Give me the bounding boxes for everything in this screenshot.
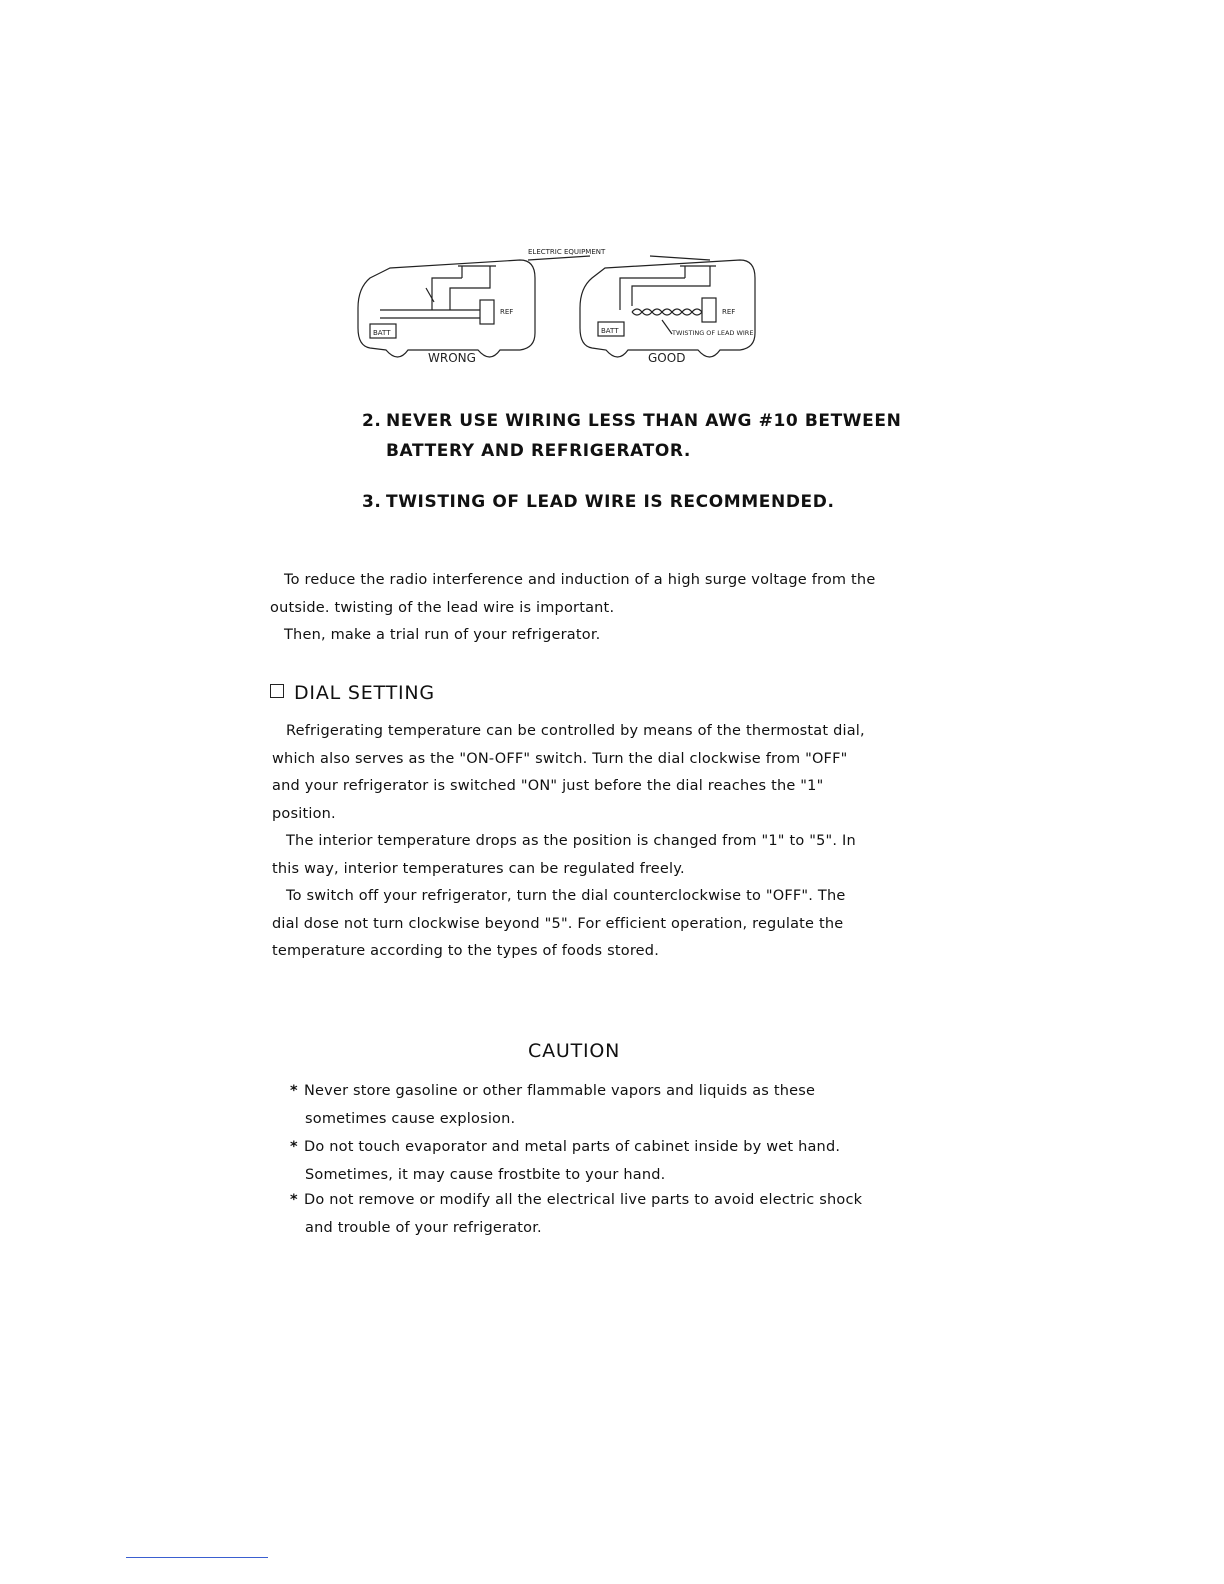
dial-setting-paragraph	[272, 718, 884, 966]
step-2-number: 2.	[362, 411, 382, 431]
step-3	[362, 487, 835, 517]
twisting-label: TWISTING OF LEAD WIRE	[672, 329, 754, 337]
dial-line: which also serves as the "ON-OFF" switch. Turn the dial clockwise from "OFF"	[272, 750, 848, 767]
step-2	[362, 406, 901, 466]
caution-item-line-1: Do not remove or modify all the electrical live parts to avoid electric shock	[304, 1192, 863, 1208]
wrong-batt-label: BATT	[373, 329, 391, 337]
dial-line: this way, interior temperatures can be regulated freely.	[272, 860, 685, 877]
dial-setting-title: DIAL SETTING	[294, 682, 435, 704]
caution-item-line-1: Never store gasoline or other flammable vapors and liquids as these	[304, 1083, 816, 1099]
caution-item	[290, 1187, 880, 1242]
wrong-caption: WRONG	[428, 351, 476, 365]
good-batt-label: BATT	[601, 327, 619, 335]
dial-line: dial dose not turn clockwise beyond "5". For efficient operation, regulate the	[272, 915, 844, 932]
bottom-rule-line	[126, 1557, 268, 1558]
caution-item	[290, 1078, 880, 1133]
caution-item-line-2: sometimes cause explosion.	[305, 1110, 516, 1127]
checkbox-square-icon	[270, 684, 284, 698]
asterisk-icon: *	[290, 1083, 298, 1099]
dial-line: The interior temperature drops as the position is changed from "1" to "5". In	[286, 833, 856, 849]
dial-line: temperature according to the types of foods stored.	[272, 943, 660, 959]
dial-line: Refrigerating temperature can be controlled by means of the thermostat dial,	[286, 723, 865, 739]
wiring-diagram	[350, 238, 770, 378]
dial-setting-heading	[270, 682, 435, 704]
step-3-number: 3.	[362, 492, 382, 512]
dial-line: position.	[272, 805, 336, 822]
step-2-line-2: BATTERY AND REFRIGERATOR.	[386, 441, 691, 461]
caution-item-line-1: Do not touch evaporator and metal parts of cabinet inside by wet hand.	[304, 1139, 841, 1155]
asterisk-icon: *	[290, 1139, 298, 1155]
step-2-line-1: NEVER USE WIRING LESS THAN AWG #10 BETWEEN	[386, 411, 902, 431]
step-3-line-1: TWISTING OF LEAD WIRE IS RECOMMENDED.	[386, 492, 835, 512]
dial-line: and your refrigerator is switched "ON" just before the dial reaches the "1"	[272, 778, 824, 794]
caution-item	[290, 1134, 880, 1189]
good-caption: GOOD	[648, 351, 686, 365]
caution-item-line-2: Sometimes, it may cause frostbite to your hand.	[305, 1166, 666, 1183]
intro-line: Then, make a trial run of your refrigerator.	[284, 627, 601, 643]
good-ref-label: REF	[722, 308, 736, 316]
caution-item-line-2: and trouble of your refrigerator.	[305, 1219, 542, 1236]
wrong-ref-label: REF	[500, 308, 514, 316]
caution-heading: CAUTION	[528, 1040, 621, 1062]
dial-line: To switch off your refrigerator, turn the dial counterclockwise to "OFF". The	[286, 888, 846, 904]
intro-paragraph	[270, 567, 890, 650]
intro-line: To reduce the radio interference and induction of a high surge voltage from the	[284, 572, 876, 588]
intro-line: outside. twisting of the lead wire is important.	[270, 599, 615, 616]
electric-equipment-label: ELECTRIC EQUIPMENT	[528, 248, 606, 256]
asterisk-icon: *	[290, 1192, 298, 1208]
